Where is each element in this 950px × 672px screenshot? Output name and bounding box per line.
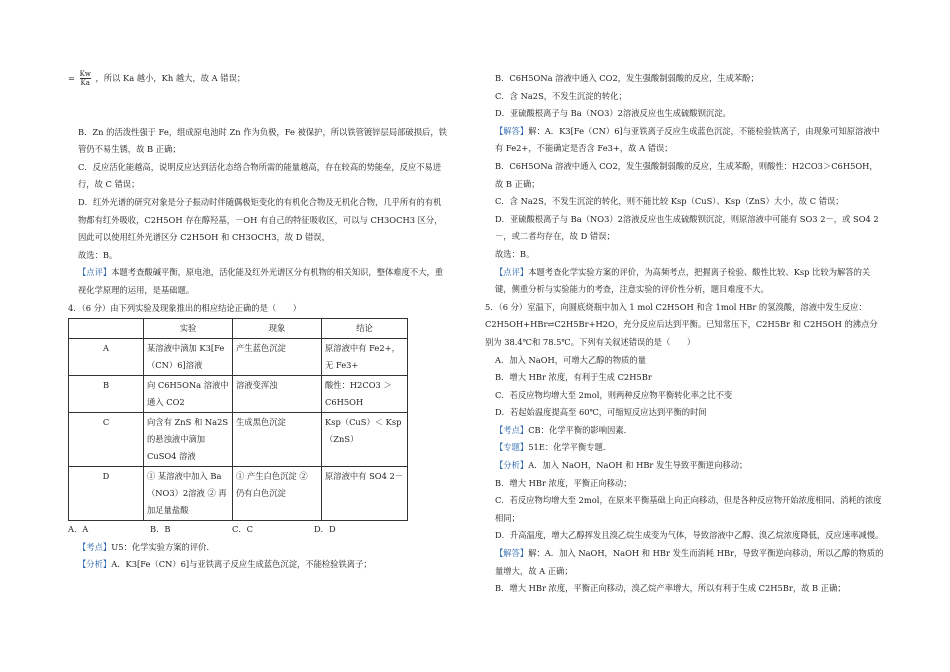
formula-line: = $\frac{Kw}{Ka}$ ，所以 Ka 越小，Kh 越大，故 A 错误； — [68, 70, 246, 87]
question-4-title: 4．（6 分）由下列实验及现象推出的相应结论正确的是（ ） — [68, 302, 302, 313]
analysis-line: D．亚硫酸根离子与 Ba（NO3）2溶液反应也生成硫酸钡沉淀，则原溶液中可能有 SO3 2－，或 SO4 2－，或二者均存在，故 D 错误； — [495, 213, 879, 242]
answer-line: 故选：B。 — [78, 249, 118, 260]
analysis-line: B．增大 HBr 浓度，平衡正向移动； — [495, 477, 632, 488]
analysis-line: C．若反应物均增大至 2mol，在原来平衡基础上向正向移动，但是各种反应物开始浓度相同、消耗的浓度相同； — [495, 495, 882, 523]
analysis-b: B．Zn 的活泼性强于 Fe，组成原电池时 Zn 作为负极，Fe 被保护，所以铁管镀锌层局部破损后，铁管仍不易生锈，故 B 正确； — [78, 126, 447, 155]
fenxi-block: 【分析】A．加入 NaOH，NaOH 和 HBr 发生导致平衡逆向移动； — [495, 460, 748, 471]
jieda-block: 【解答】解：A．K3[Fe（CN）6]与亚铁离子反应生成蓝色沉淀，不能检验铁离子，由现象可知原溶液中有 Fe2+，不能确定是否含 Fe3+，故 A 错误； — [495, 125, 880, 154]
analysis-line: B．C6H5ONa 溶液中通入 CO2，发生强酸制弱酸的反应，生成苯酚，则酸性：H2CO3＞C6H5OH，故 B 正确； — [495, 160, 878, 189]
option-a: A．加入 NaOH，可增大乙醇的物质的量 — [495, 354, 647, 365]
analysis-line: C．含 Na2S，不发生沉淀的转化； — [495, 90, 627, 101]
table-row: B 向 C6H5ONa 溶液中通入 CO2 溶液变浑浊 酸性：H2CO3 ＞ C6H5OH — [69, 376, 408, 413]
header-experiment: 实验 — [144, 319, 233, 339]
option-a: A．A — [68, 524, 89, 535]
zhuanti-block: 【专题】51E：化学平衡专题． — [495, 442, 612, 453]
experiment-table — [68, 318, 408, 521]
analysis-line: B．增大 HBr 浓度，平衡正向移动，溴乙烷产率增大，所以有利于生成 C2H5Br，故 B 正确； — [495, 583, 846, 594]
analysis-line: D．亚硫酸根离子与 Ba（NO3）2溶液反应也生成硫酸钡沉淀。 — [495, 108, 731, 119]
table-row: D ① 某溶液中加入 Ba（NO3）2溶液 ② 再加足量盐酸 ① 产生白色沉淀 ② 仍有白色沉淀 原溶液中有 SO4 2－ — [69, 467, 408, 521]
table-header-row — [69, 319, 408, 339]
analysis-line: D．升高温度，增大乙醇挥发且溴乙烷生成变为气体，导致溶液中乙醇、溴乙烷浓度降低，反应速率减慢。 — [495, 530, 884, 541]
option-d: D．D — [314, 524, 336, 535]
question-5-title: 5．（6 分）室温下，向圆底烧瓶中加入 1 mol C2H5OH 和含 1mol HBr 的氢溴酸，溶液中发生反应：C2H5OH+HBr⇌C2H5Br+H2O，充分反应后达到平衡。已知常压下，C2H5Br 和 C2H5OH 的沸点分别为 38.4℃和 78.5℃。下列有关叙述错误的是（ ） — [485, 301, 878, 347]
answer-line: 故选：B。 — [495, 248, 535, 259]
analysis-line: C．含 Na2S，不发生沉淀的转化，则不能比较 Ksp（CuS）、Ksp（ZnS）大小，故 C 错误； — [495, 196, 844, 207]
kaodian-block: 【考点】CB：化学平衡的影响因素． — [495, 424, 632, 435]
analysis-d: D．红外光谱的研究对象是分子振动时伴随偶极矩变化的有机化合物及无机化合物，几乎所有的有机物都有红外吸收，C2H5OH 存在醇羟基，－OH 有自己的特征吸收区，可以与 CH3OCH3 区分，因此可以使用红外光谱区分 C2H5OH 和 CH3OCH3，故 D 错误， — [78, 196, 443, 243]
option-b: B．B — [150, 524, 171, 535]
table-row: A 某溶液中滴加 K3[Fe（CN）6]溶液 产生蓝色沉淀 原溶液中有 Fe2+，无 Fe3+ — [69, 339, 408, 376]
kaodian-block: 【考点】U5：化学实验方案的评价． — [78, 541, 215, 552]
option-c: C．C — [232, 524, 253, 535]
fraction: $\frac{Kw}{Ka}$ — [79, 70, 91, 87]
fenxi-block: 【分析】A．K3[Fe（CN）6]与亚铁离子反应生成蓝色沉淀，不能检验铁离子； — [78, 559, 372, 570]
header-conclusion: 结论 — [322, 319, 408, 339]
option-d: D．若起始温度提高至 60℃，可缩短反应达到平衡的时间 — [495, 407, 707, 418]
analysis-line: B．C6H5ONa 溶液中通入 CO2，发生强酸制弱酸的反应，生成苯酚； — [495, 73, 759, 83]
comment-block: 【点评】本题考查酸碱平衡，原电池，活化能及红外光谱区分有机物的相关知识，整体难度不大，重视化学原理的运用，是基础题。 — [78, 267, 444, 295]
option-c: C．若反应物均增大至 2mol，则两种反应物平衡转化率之比不变 — [495, 389, 733, 400]
comment-tag: 【点评】 — [78, 267, 112, 278]
option-b: B．增大 HBr 浓度，有利于生成 C2H5Br — [495, 372, 652, 383]
table-row: C 向含有 ZnS 和 Na2S 的悬浊液中滴加 CuSO4 溶液 生成黑色沉淀 Ksp（CuS）＜ Ksp（ZnS） — [69, 413, 408, 467]
left-column — [68, 70, 448, 574]
jieda-block: 【解答】解：A．加入 NaOH，NaOH 和 HBr 发生而消耗 HBr，导致平衡逆向移动，所以乙醇的物质的量增大，故 A 正确； — [495, 548, 884, 576]
header-phenomenon: 现象 — [233, 319, 322, 339]
answer-options — [68, 521, 448, 539]
right-column — [485, 70, 885, 598]
analysis-c: C．反应活化能越高，说明反应达到活化态络合物所需的能量越高，存在较高的势能垒，反应不易进行，故 C 错误； — [78, 161, 442, 190]
dianping-block: 【点评】本题考查化学实验方案的评价，为高频考点，把握离子检验、酸性比较、Ksp 比较为解答的关键，侧重分析与实验能力的考查，注意实验的评价性分析，题目难度不大。 — [495, 266, 871, 295]
